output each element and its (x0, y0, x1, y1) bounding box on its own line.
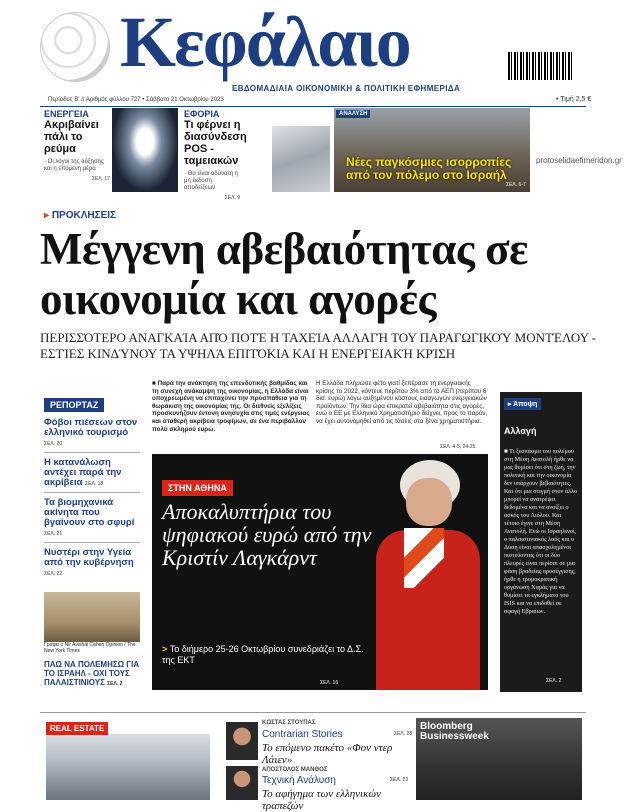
reportage-page: ΣΕΛ. 18 (85, 481, 104, 487)
bw-line1: Bloomberg (420, 721, 473, 732)
teaser-body: · Οι λόγοι της αύξησης και η επόμενη μέρα (44, 159, 104, 172)
issue-line: Περίοδος Β' // Αριθμός φύλλου 727 • Σάββατο 21 Οκτωβρίου 2023 (48, 97, 224, 103)
column-author: ΑΠΟΣΤΟΛΟΣ ΜΑΝΘΟΣ (262, 767, 328, 773)
main-kicker: ▸ ΠΡΟΚΛΗΣΕΙΣ (44, 210, 116, 221)
author-photo (226, 722, 258, 760)
column-author: ΚΩΣΤΑΣ ΣΤΟΥΠΑΣ (262, 720, 316, 726)
realestate-tag[interactable]: REAL ESTATE (46, 722, 108, 735)
lagarde-tag: ΣΤΗΝ ΑΘΗΝΑ (162, 480, 233, 496)
author-photo (226, 766, 258, 800)
main-deck: ΠΕΡΙΣΣΌΤΕΡΟ ΑΝΑΓΚΑΊΑ ΑΠΌ ΠΟΤΈ Η ΤΑΧΕΊΑ ΑΛΛΑΓΉ ΤΟΥ ΠΑΡΑΓΩΓΙΚΟΎ ΜΟΝΤΈΛΟΥ - ΕΣΤΊΕΣ ΚΙΝΔΎΝΟΥ ΤΑ ΥΨΗΛΆ ΕΠΙΤΌΚΙΑ ΚΑΙ Η ΕΝΕΡΓΕΙΑΚΉ ΚΡΊΣΗ (40, 330, 597, 361)
divider (44, 492, 140, 493)
face (406, 478, 452, 526)
opinion-headline[interactable] (44, 660, 140, 689)
lagarde-sub: > Το διήμερο 25-26 Οκτωβρίου συνεδριάζει το Δ.Σ. της ΕΚΤ (162, 644, 372, 666)
masthead-divider (40, 106, 586, 107)
lagarde-page: ΣΕΛ. 16 (320, 680, 339, 686)
teaser-kicker: ΕΝΕΡΓΕΙΑ (44, 109, 89, 119)
reportage-headline: Φόβοι πιέσεων στον ελληνικό τουρισμό (44, 417, 138, 438)
reportage-tag: ΡΕΠΟΡΤΑΖ (44, 398, 104, 412)
column-headline[interactable]: Το αφήγημα των ελληνικών τραπεζών (262, 788, 381, 812)
column-page: ΣΕΛ. 23 (390, 777, 409, 783)
main-page: ΣΕΛ. 4-5, 24-25 (440, 444, 476, 450)
main-text-right: Η Ελλάδα πλήρωσε φέτο γιατί ξεπέρασε τη ενεργειακής κρίσης το 2022, κόντευε περίπου 3% από το ΑΕΠ (περίπου 6 δισ. ευρώ) λόγω αυξημένου κόστους εισαγωγών ενεργειακών προϊόντων. Την ίδια ώρα επικρατεί αβεβαιότητα στις αγορές, ενώ ο ΕΕ με Ελληνικό Χρηματιστήριο δείχνει, προς το παρόν, να έχει αυτονομηθεί από τις τάσεις στα ξένα χρηματιστήρια. (316, 380, 488, 425)
reportage-page: ΣΕΛ. 22 (44, 571, 63, 577)
teaser-kicker: ΑΝΑΛΥΣΗ (336, 110, 370, 118)
teaser-page: ΣΕΛ. 6-7 (506, 182, 526, 188)
opinion-text: ■ Τι ξεσπάσμα του πολέμου στη Μέση Ανατολή ήρθε να μας θυμίσει ότι στη ζωή, την πολιτική και την οικονομία δεν υπάρχουν βεβαιότητες. Και ότι μια στιγμή στον άλλο μπορεί να ανατρέψει δεδομένα και να ανοίξει ο ασκός του Αιόλου. Και τέτοιο έγινε στη Μέση Ανατολή. Ενώ οι Ισραηλινοί, ο παλαιστινιακός λαός και ο Δύση είναι απασχολημένοι πιστεύοντας ότι οι δύο πλευρές είναι περίσσι σε μια φάση βραδείας προσέγγισης, ήρθε η τρομοκρατική οργάνωση Χαμάς για να θυμίσει τα εγκλήματα του ISIS και να επιδοθεί σε σφαγή Εβραίων. (504, 448, 578, 615)
refugees-photo (44, 592, 140, 642)
reportage-headline: Νυστέρι στην Υγεία από την κυβέρνηση (44, 547, 134, 568)
businessweek-logo (420, 722, 489, 742)
teaser-kicker: ΕΦΟΡΙΑ (184, 109, 220, 119)
reportage-item[interactable] (44, 498, 140, 539)
opinion-tag: ▸ Άποψη (504, 398, 541, 410)
column-page: ΣΕΛ. 28 (394, 731, 413, 737)
reportage-item[interactable] (44, 458, 140, 489)
teaser-headline: Νέες παγκόσμιες ισορροπίες από τον πόλεμο στο Ισραήλ (346, 155, 512, 182)
opinion-page: ΣΕΛ. 2 (107, 681, 123, 687)
watermark: protoselidaefimeridon.gr (536, 156, 622, 165)
teaser-body: · Θα είναι αδύνατη η μη έκδοση αποδείξεων (184, 171, 239, 191)
bottom-divider (40, 712, 586, 713)
lagarde-headline: Αποκαλυπτήρια του ψηφιακού ευρώ από την Κριστίν Λαγκάρντ (162, 499, 372, 570)
reportage-page: ΣΕΛ. 21 (44, 531, 63, 537)
lightbulb-photo (112, 108, 178, 192)
scarf (404, 528, 444, 588)
opinion-page: ΣΕΛ. 2 (546, 678, 562, 684)
bw-line2: Businessweek (420, 731, 489, 742)
reportage-headline: Τα βιομηχανικά ακίνητα που βγαίνουν στο σφυρί (44, 497, 135, 528)
masthead-subtitle: ΕΒΔΟΜΑΔΙΑΙΑ ΟΙΚΟΝΟΜΙΚΗ & ΠΟΛΙΤΙΚΗ ΕΦΗΜΕΡΙΔΑ (232, 84, 461, 93)
globe-logo-icon (40, 12, 110, 82)
reportage-item[interactable] (44, 418, 140, 449)
teaser-energy[interactable] (44, 109, 110, 182)
photo-caption: Γράφει ο Nir Avishai Cohen Opinion / The New York Times (44, 642, 136, 654)
reportage-page: ΣΕΛ. 20 (44, 441, 63, 447)
column-name[interactable]: Τεχνική Ανάλυση (262, 775, 336, 786)
teaser-headline: Τι φέρνει η διασύνδεση POS - ταμειακών (184, 119, 247, 167)
column-name[interactable]: Contrarian Stories (262, 729, 343, 740)
price: • Τιμή 2,5 € (556, 96, 592, 103)
opinion-headline-text: ΠΑΩ ΝΑ ΠΟΛΕΜΗΣΩ ΓΙΑ ΤΟ ΙΣΡΑΗΛ - ΟΧΙ ΤΟΥΣ ΠΑΛΑΙΣΤΙΝΙΟΥΣ (44, 660, 140, 687)
barcode-icon (508, 52, 572, 80)
reportage-headline: Η κατανάλωση αντέχει παρά την ακρίβεια (44, 457, 122, 488)
teaser-page: ΣΕΛ. 9 (224, 195, 240, 201)
teaser-headline: Ακριβαίνει πάλι το ρεύμα (44, 119, 99, 155)
main-text-left: ■ Παρά την ανάκτηση της επενδυτικής βαθμίδας και τη συνεχή ανάκαμψη της οικονομίας, η Ελλάδα είναι υποχρεωμένη να επιταχύνει την προσπάθεια για τη θωράκιση της οικονομίας της. Οι διεθνείς εξελίξεις προσκυνήζουν έντονη ανησυχία στις τιμές ενέργειας και σταθερή ακρίβεια τροφίμων, σε ένα περιβάλλον πολύ σκληρού ευρώ. (152, 380, 310, 433)
column-headline[interactable]: Το επόμενο πακέτο «Φον ντερ Λάιεν» (262, 742, 393, 766)
main-headline[interactable]: Μέγγενη αβεβαιότητας σε οικονομία και αγορές (40, 224, 528, 324)
divider (44, 542, 140, 543)
reportage-item[interactable] (44, 548, 140, 579)
masthead-title: Κεφάλαιο (120, 2, 410, 82)
teaser-tax[interactable] (184, 109, 270, 201)
divider (44, 452, 140, 453)
building-photo (46, 734, 210, 800)
pos-terminal-photo (272, 126, 330, 192)
opinion-title: Αλλαγή (504, 426, 537, 436)
teaser-page: ΣΕΛ. 17 (91, 176, 110, 182)
